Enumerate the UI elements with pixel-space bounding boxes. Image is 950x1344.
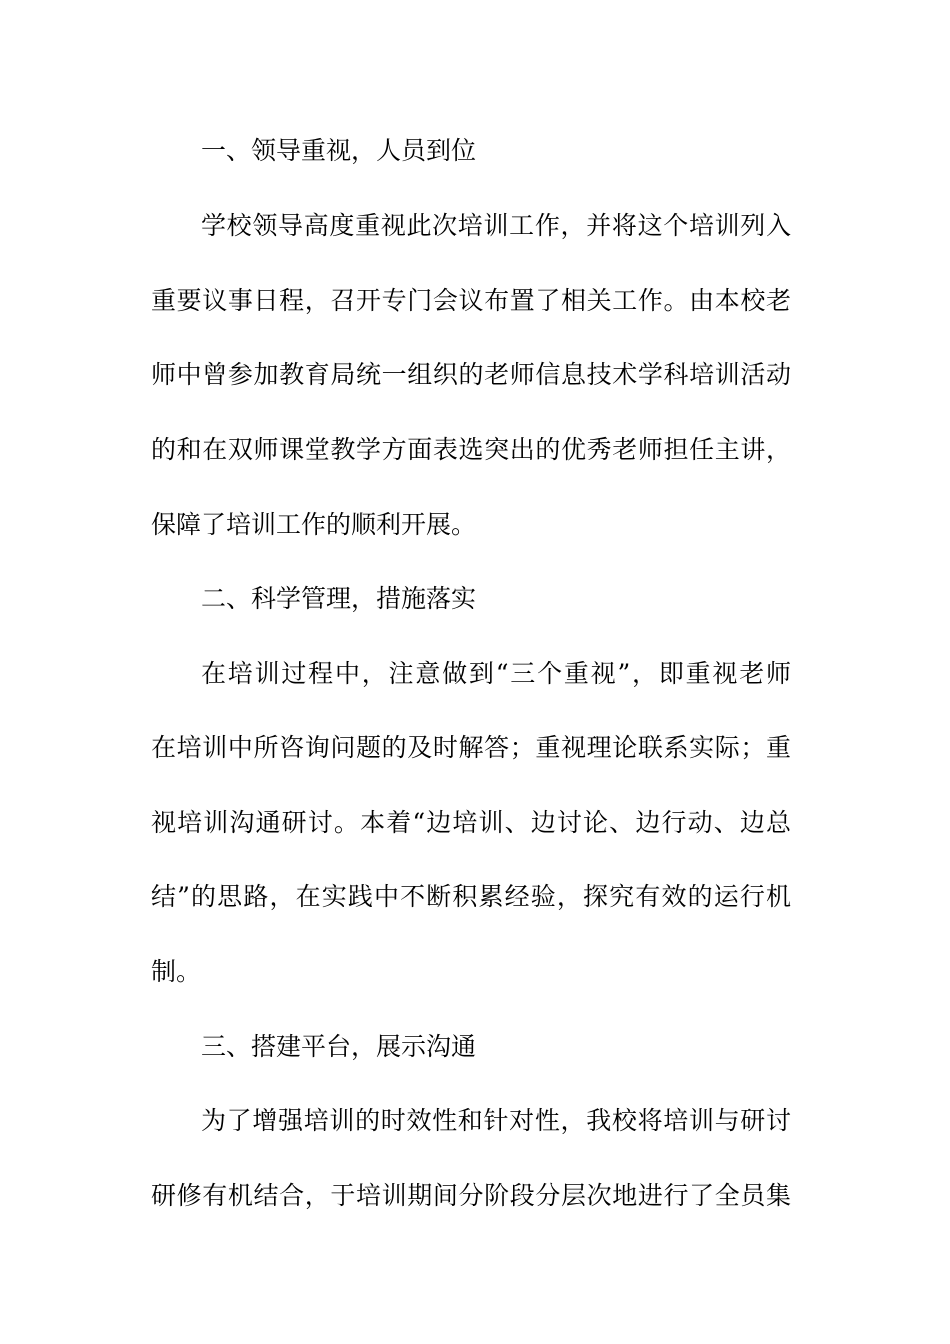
paragraph-line: 视培训沟通研讨。本着“边培训、边讨论、边行动、边总 (151, 808, 791, 837)
section-heading-1: 一、领导重视，人员到位 (201, 136, 477, 165)
paragraph-line: 结”的思路，在实践中不断积累经验，探究有效的运行机 (151, 882, 791, 911)
paragraph-line: 保障了培训工作的顺利开展。 (151, 510, 477, 539)
paragraph-line: 的和在双师课堂教学方面表选突出的优秀老师担任主讲， (151, 435, 791, 464)
paragraph-line: 研修有机结合，于培训期间分阶段分层次地进行了全员集 (151, 1181, 791, 1210)
section-heading-2: 二、科学管理，措施落实 (201, 584, 477, 613)
paragraph-line: 制。 (151, 957, 202, 986)
paragraph-line: 师中曾参加教育局统一组织的老师信息技术学科培训活动 (151, 360, 791, 389)
paragraph-line: 重要议事日程，召开专门会议布置了相关工作。由本校老 (151, 286, 791, 315)
paragraph-line: 为了增强培训的时效性和针对性，我校将培训与研讨 (201, 1106, 791, 1135)
paragraph-line: 在培训中所咨询问题的及时解答；重视理论联系实际；重 (151, 733, 791, 762)
paragraph-line: 学校领导高度重视此次培训工作，并将这个培训列入 (201, 211, 791, 240)
section-heading-3: 三、搭建平台，展示沟通 (201, 1032, 477, 1061)
paragraph-line: 在培训过程中，注意做到“三个重视”，即重视老师 (201, 659, 791, 688)
